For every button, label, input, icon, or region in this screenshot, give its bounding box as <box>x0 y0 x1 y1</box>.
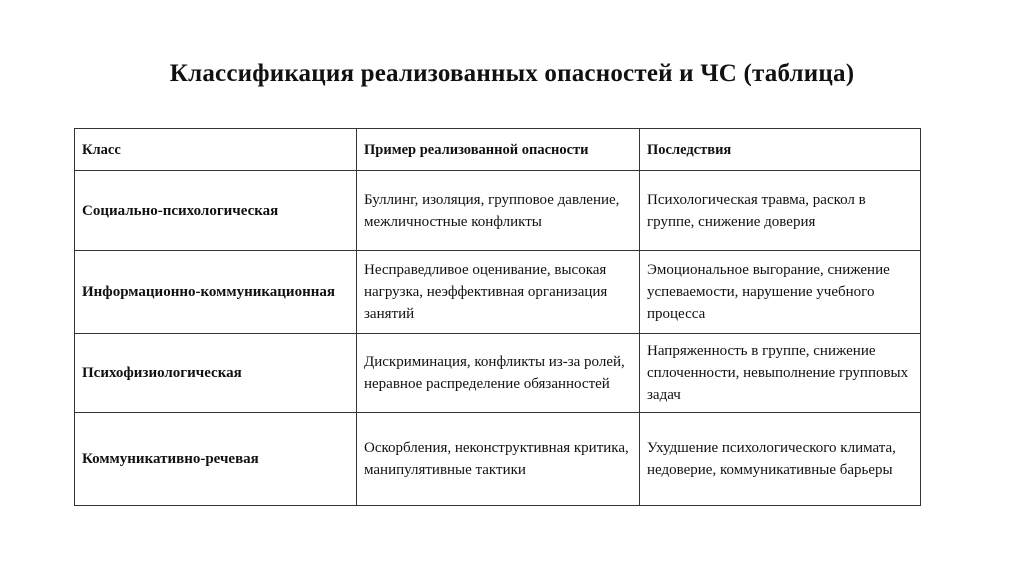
example-cell: Буллинг, изоляция, групповое давление, межличностные конфликты <box>357 171 640 251</box>
consequences-cell: Ухудшение психологического климата, недоверие, коммуникативные барьеры <box>640 413 921 506</box>
table-header-row <box>75 129 921 171</box>
example-cell: Дискриминация, конфликты из-за ролей, неравное распределение обязанностей <box>357 334 640 413</box>
header-class: Класс <box>75 129 357 171</box>
table-row <box>75 251 921 334</box>
table-row <box>75 413 921 506</box>
example-cell: Несправедливое оценивание, высокая нагрузка, неэффективная организация занятий <box>357 251 640 334</box>
consequences-cell: Напряженность в группе, снижение сплоченности, невыполнение групповых задач <box>640 334 921 413</box>
header-consequences: Последствия <box>640 129 921 171</box>
consequences-cell: Психологическая травма, раскол в группе, снижение доверия <box>640 171 921 251</box>
header-example: Пример реализованной опасности <box>357 129 640 171</box>
class-cell: Коммуникативно-речевая <box>75 413 357 506</box>
example-cell: Оскорбления, неконструктивная критика, манипулятивные тактики <box>357 413 640 506</box>
class-cell: Информационно-коммуникационная <box>75 251 357 334</box>
consequences-cell: Эмоциональное выгорание, снижение успеваемости, нарушение учебного процесса <box>640 251 921 334</box>
page-title: Классификация реализованных опасностей и ЧС (таблица) <box>169 60 855 87</box>
class-cell: Психофизиологическая <box>75 334 357 413</box>
table-row <box>75 171 921 251</box>
classification-table <box>74 128 921 506</box>
table-row <box>75 334 921 413</box>
class-cell: Социально-психологическая <box>75 171 357 251</box>
